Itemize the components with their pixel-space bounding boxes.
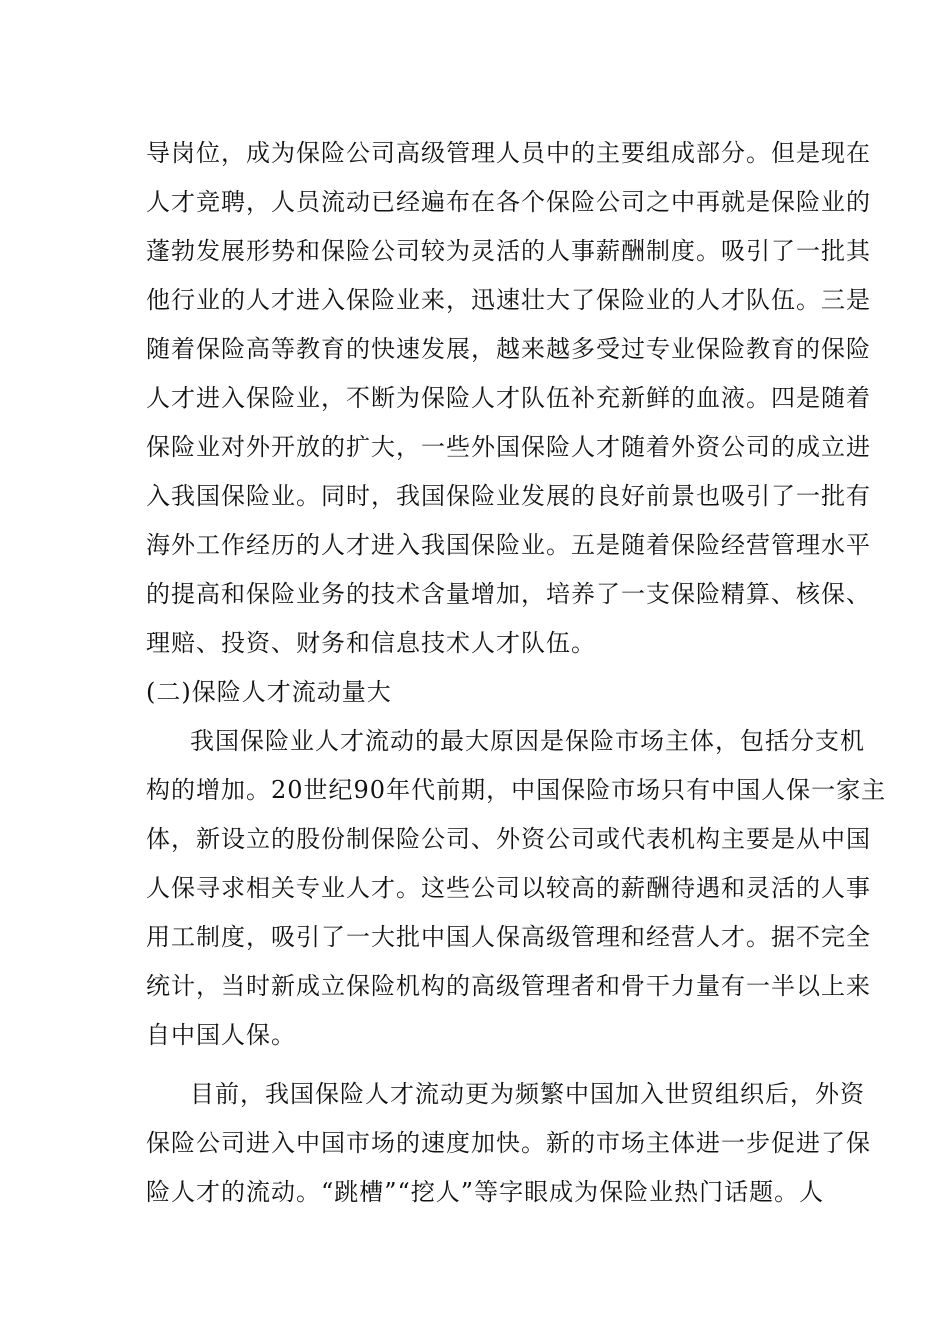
- paragraph-2-line: 用工制度，吸引了一大批中国人保高级管理和经营人才。据不完全: [146, 923, 871, 951]
- paragraph-2-line: 人保寻求相关专业人才。这些公司以较高的薪酬待遇和灵活的人事: [146, 874, 871, 902]
- paragraph-1-line: 的提高和保险业务的技术含量增加，培养了一支保险精算、核保、: [146, 580, 871, 608]
- paragraph-1-line: 人才竞聘，人员流动已经遍布在各个保险公司之中再就是保险业的: [146, 188, 871, 216]
- paragraph-1-line: 海外工作经历的人才进入我国保险业。五是随着保险经营管理水平: [146, 531, 871, 559]
- paragraph-3-line: 保险公司进入中国市场的速度加快。新的市场主体进一步促进了保: [146, 1129, 871, 1157]
- paragraph-1-line: 他行业的人才进入保险业来，迅速壮大了保险业的人才队伍。三是: [146, 286, 871, 314]
- paragraph-2-line: 体，新设立的股份制保险公司、外资公司或代表机构主要是从中国: [146, 825, 871, 853]
- paragraph-3-line: 险人才的流动。“跳槽”“挖人”等字眼成为保险业热门话题。人: [146, 1178, 825, 1206]
- paragraph-1-line: 入我国保险业。同时，我国保险业发展的良好前景也吸引了一批有: [146, 482, 871, 510]
- paragraph-1-line: 导岗位，成为保险公司高级管理人员中的主要组成部分。但是现在: [146, 139, 871, 167]
- paragraph-1-line: 人才进入保险业，不断为保险人才队伍补充新鲜的血液。四是随着: [146, 384, 871, 412]
- paragraph-2-line: 构的增加。20世纪90年代前期，中国保险市场只有中国人保一家主: [146, 776, 887, 804]
- paragraph-2-line: 我国保险业人才流动的最大原因是保险市场主体，包括分支机: [190, 727, 865, 755]
- paragraph-1-line: 理赔、投资、财务和信息技术人才队伍。: [146, 629, 596, 657]
- section-heading: (二)保险人才流动量大: [146, 678, 392, 706]
- paragraph-1-line: 保险业对外开放的扩大，一些外国保险人才随着外资公司的成立进: [146, 433, 871, 461]
- paragraph-3-line: 目前，我国保险人才流动更为频繁中国加入世贸组织后，外资: [190, 1080, 865, 1108]
- paragraph-1-line: 随着保险高等教育的快速发展，越来越多受过专业保险教育的保险: [146, 335, 871, 363]
- paragraph-2-line: 统计，当时新成立保险机构的高级管理者和骨干力量有一半以上来: [146, 972, 871, 1000]
- paragraph-1-line: 蓬勃发展形势和保险公司较为灵活的人事薪酬制度。吸引了一批其: [146, 237, 871, 265]
- paragraph-2-line: 自中国人保。: [146, 1021, 296, 1049]
